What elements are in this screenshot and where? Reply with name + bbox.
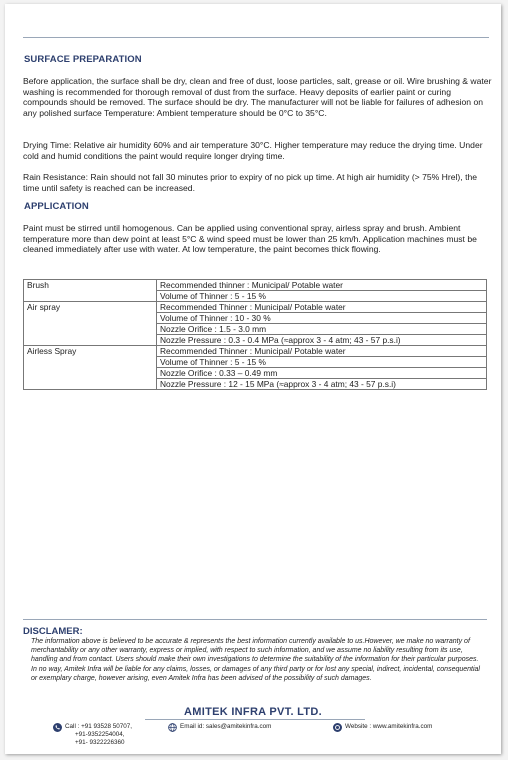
table-cell: Nozzle Orifice : 1.5 - 3.0 mm [157,324,487,335]
table-row [24,346,487,357]
table-cell: Recommended thinner : Municipal/ Potable water [157,280,487,291]
application-heading: APPLICATION [24,201,89,212]
company-underline [145,719,365,720]
table-cell: Volume of Thinner : 5 - 15 % [157,291,487,302]
table-cell: Nozzle Pressure : 0.3 - 0.4 MPa (≈approx 3 - 4 atm; 43 - 57 p.s.i) [157,335,487,346]
disclaimer-text: The information above is believed to be accurate & represents the best information currently available to us.However, we make no warranty of merchantability or any other warranty, express or implied, with respect to such information, and we assume no liability resulting from its use, handling and from contact. Users should make their own investigations to determine the suitability of the information for their particular purposes. In no way, Amitek Infra will be liable for any claims, losses, or damages of any third party or for lost any special, indirect, incidental, consequential or exemplary charge, however arising, even Amitek Infra has been advised of the possibility of such damages. [31,638,480,682]
globe-icon [168,723,177,732]
company-name: AMITEK INFRA PVT. LTD. [184,706,322,718]
table-row [24,302,487,313]
table-row [24,280,487,291]
application-paragraph: Paint must be stirred until homogenous. Can be applied using conventional spray, airless spray and brush. Ambient temperature more than dew point at least 5°C & wind speed must be lower than 25 km/h. Application machines must be cleaned immediately after use with water. At low temperature, the paint becomes thick flowing. [23,223,477,255]
surface-preparation-heading: SURFACE PREPARATION [24,54,142,65]
phone-line-3: +91- 9322226360 [75,739,125,746]
table-cell: Recommended Thinner : Municipal/ Potable water [157,346,487,357]
phone-line-1: Call : +91 93528 50707, [65,723,133,730]
application-methods-table [23,279,487,390]
email-text: Email id: sales@amitekinfra.com [180,723,272,730]
top-divider [23,37,489,38]
document-page [5,4,501,754]
method-brush: Brush [24,280,157,302]
rain-resistance-paragraph: Rain Resistance: Rain should not fall 30 minutes prior to expiry of no pick up time. At high air humidity (> 75% Hrel), the time until safety is reached can be increased. [23,172,478,193]
table-cell: Volume of Thinner : 5 - 15 % [157,357,487,368]
disclaimer-divider [23,619,487,620]
disclaimer-title: DISCLAMER: [23,626,83,637]
surface-paragraph-1: Before application, the surface shall be dry, clean and free of dust, loose particles, salt, grease or oil. Wire brushing & water washing is recommended for thorough removal of dust from the surface. Heavy deposits of earlier paint or curing compounds should be removed. The surface should be dry. The manufacturer will not be liable for failures of adhesion on any polished surface Temperature: Ambient temperature should be 0°C to 35°C. [23,76,492,118]
table-cell: Nozzle Pressure : 12 - 15 MPa (≈approx 3 - 4 atm; 43 - 57 p.s.i) [157,379,487,390]
method-air-spray: Air spray [24,302,157,346]
table-cell: Volume of Thinner : 10 - 30 % [157,313,487,324]
method-airless-spray: Airless Spray [24,346,157,390]
phone-line-2: +91-9352254004, [75,731,125,738]
table-cell: Nozzle Orifice : 0.33 – 0.49 mm [157,368,487,379]
phone-icon [53,723,62,732]
website-text: Website : www.amitekinfra.com [345,723,433,730]
drying-time-paragraph: Drying Time: Relative air humidity 60% and air temperature 30°C. Higher temperature may reduce the drying time. Under cold and humid conditions the paint would require longer drying time. [23,140,483,161]
website-icon [333,723,342,732]
table-cell: Recommended Thinner : Municipal/ Potable water [157,302,487,313]
